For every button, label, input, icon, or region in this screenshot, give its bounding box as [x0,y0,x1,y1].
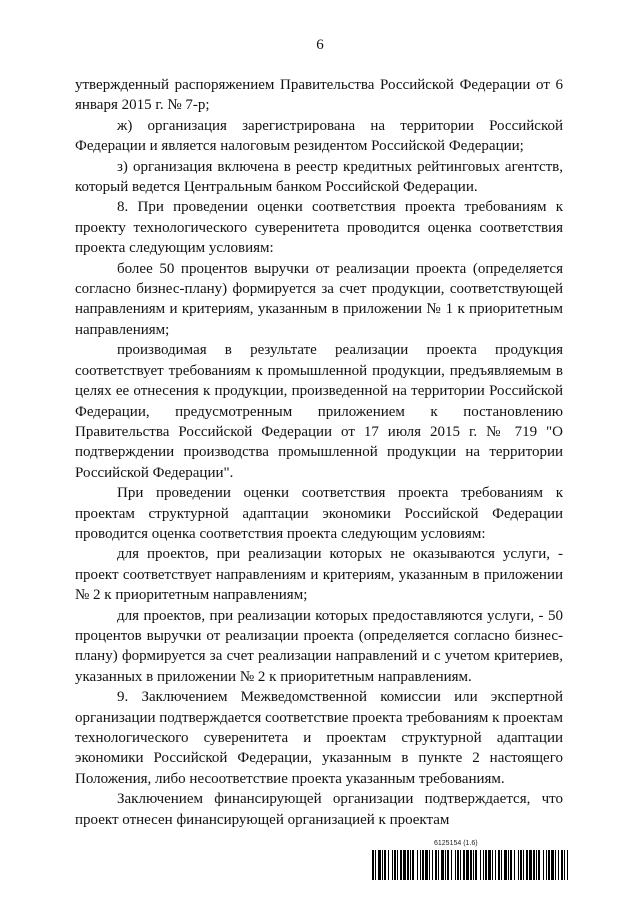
barcode-label: 6125154 (1.6) [434,840,478,847]
paragraph-clause-9: 9. Заключением Межведомственной комиссии или экспертной организации подтверждается соответствие проекта требованиям к проектам технологического суверенитета и проектам структурной адаптации экономики Российской Федерации, указанным в пункте 2 настоящего Положения, либо несоответствие проекта указанным требованиям. [75,689,563,787]
paragraph-item-z: з) организация включена в реестр кредитных рейтинговых агентств, который ведется Центральным банком Российской Федерации. [75,158,563,196]
paragraph-structural-adaptation: При проведении оценки соответствия проекта требованиям к проектам структурной адаптации экономики Российской Федерации проводится оценка соответствия проекта следующим условиям: [75,485,563,542]
paragraph-no-services: для проектов, при реализации которых не оказываются услуги, - проект соответствует направлениям и критериям, указанным в приложении № 2 к приоритетным направлениям; [75,546,563,604]
paragraph-with-services: для проектов, при реализации которых предоставляются услуги, - 50 процентов выручки от реализации проекта (определяется согласно бизнес-плану) формируется за счет реализации направлений и с учетом критериев, указанных в приложении № 2 к приоритетным направлениям. [75,607,563,685]
paragraph-clause-8: 8. При проведении оценки соответствия проекта требованиям к проекту технологического суверенитета проводится оценка соответствия проекта следующим условиям: [75,199,563,257]
document-body [75,75,563,830]
paragraph-item-zh: ж) организация зарегистрирована на территории Российской Федерации и является налоговым резидентом Российской Федерации; [75,117,563,155]
paragraph-financing-conclusion: Заключением финансирующей организации подтверждается, что проект отнесен финансирующей организацией к проектам [75,791,563,828]
barcode-icon [372,850,568,880]
paragraph-continuation: утвержденный распоряжением Правительства Российской Федерации от 6 января 2015 г. № 7-р; [75,77,563,114]
paragraph-condition-revenue: более 50 процентов выручки от реализации проекта (определяется согласно бизнес-плану) формируется за счет продукции, соответствующей направлениям и критериям, указанным в приложении № 1 к приоритетным направлениям; [75,260,563,338]
barcode-block [372,840,568,884]
paragraph-condition-production: производимая в результате реализации проекта продукция соответствует требованиям к промышленной продукции, предъявляемым в целях ее отнесения к продукции, произведенной на территории Российской Федерации, предусмотренным приложением к постановлению Правительства Российской Федерации от 17 июля 2015 г. № 719 "О подтверждении производства промышленной продукции на территории Российской Федерации". [75,342,563,481]
page-number: 6 [316,37,324,53]
